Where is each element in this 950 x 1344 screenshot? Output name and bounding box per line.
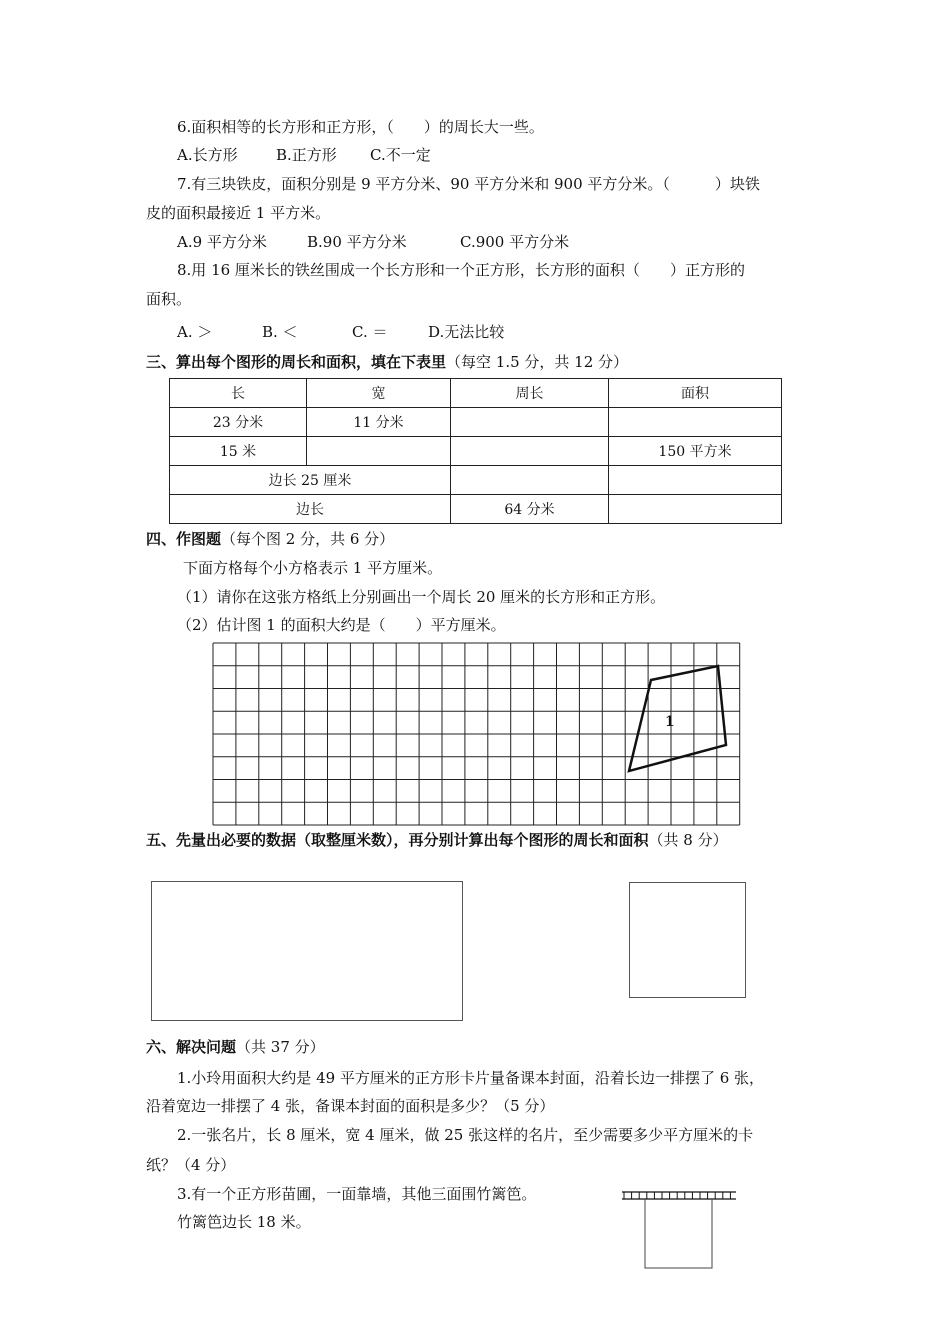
problem-3-line2: 竹篱笆边长 18 米。 [177, 1213, 311, 1231]
table-row [170, 437, 782, 466]
section-5-title: 五、先量出必要的数据（取整厘米数），再分别计算出每个图形的周长和面积 [146, 831, 649, 849]
table-blank-cell[interactable] [609, 466, 782, 495]
table-header-area: 面积 [609, 379, 782, 408]
grid-lines [213, 643, 740, 825]
table-cell: 150 平方米 [609, 437, 782, 466]
section-4-intro: 下面方格每个小方格表示 1 平方厘米。 [183, 559, 443, 577]
table-row [170, 408, 782, 437]
table-blank-cell[interactable] [609, 495, 782, 524]
figure-1-label: 1 [665, 714, 675, 730]
section-4-note: （每个图 2 分，共 6 分） [221, 530, 395, 548]
q7-option-b: B.90 平方分米 [307, 233, 407, 251]
section-3-note: （每空 1.5 分，共 12 分） [446, 353, 629, 371]
q7-option-c: C.900 平方分米 [460, 233, 570, 251]
q7-stem-line2: 皮的面积最接近 1 平方米。 [146, 204, 331, 222]
table-header-length: 长 [170, 379, 307, 408]
section-6-heading [146, 1037, 325, 1057]
section-5-heading [146, 830, 728, 850]
nursery-diagram [618, 1188, 740, 1272]
table-cell: 边长 [170, 495, 451, 524]
section-4-part-1: （1）请你在这张方格纸上分别画出一个周长 20 厘米的长方形和正方形。 [177, 588, 666, 606]
q6-option-c: C.不一定 [370, 146, 431, 164]
section-3-title: 三、算出每个图形的周长和面积，填在下表里 [146, 353, 447, 371]
table-blank-cell[interactable] [451, 466, 609, 495]
q8-option-d: D.无法比较 [428, 323, 505, 341]
bamboo-fence [645, 1199, 712, 1268]
table-blank-cell[interactable] [451, 437, 609, 466]
q7-option-a: A.9 平方分米 [177, 233, 267, 251]
measure-rectangle [151, 881, 463, 1021]
problem-3-line1: 3.有一个正方形苗圃，一面靠墙，其他三面围竹篱笆。 [177, 1185, 537, 1203]
table-header-perimeter: 周长 [451, 379, 609, 408]
section-4-part-2: （2）估计图 1 的面积大约是（ ）平方厘米。 [177, 616, 506, 634]
problem-2-line2: 纸？（4 分） [146, 1156, 236, 1174]
section-3-heading [146, 352, 628, 372]
table-header-width: 宽 [307, 379, 451, 408]
grid-paper[interactable] [210, 640, 745, 830]
q8-option-c: C. ＝ [352, 323, 388, 341]
table-cell: 边长 25 厘米 [170, 466, 451, 495]
perimeter-area-table [169, 378, 782, 524]
q6-stem: 6.面积相等的长方形和正方形，（ ）的周长大一些。 [177, 118, 544, 136]
q8-option-a: A. ＞ [177, 323, 213, 341]
section-6-title: 六、解决问题 [146, 1038, 237, 1056]
table-blank-cell[interactable] [307, 437, 451, 466]
problem-1-line1: 1.小玲用面积大约是 49 平方厘米的正方形卡片量备课本封面，沿着长边一排摆了 6 张， [177, 1069, 765, 1087]
table-row [170, 466, 782, 495]
table-cell: 64 分米 [451, 495, 609, 524]
q7-stem-line1: 7.有三块铁皮，面积分别是 9 平方分米、90 平方分米和 900 平方分米。（ ）块铁 [177, 175, 760, 193]
problem-1-line2: 沿着宽边一排摆了 4 张，备课本封面的面积是多少？（5 分） [146, 1097, 555, 1115]
q6-option-b: B.正方形 [276, 146, 337, 164]
table-cell: 11 分米 [307, 408, 451, 437]
table-blank-cell[interactable] [451, 408, 609, 437]
section-6-note: （共 37 分） [236, 1038, 325, 1056]
table-header-row [170, 379, 782, 408]
wall [622, 1192, 736, 1199]
problem-2-line1: 2.一张名片，长 8 厘米，宽 4 厘米，做 25 张这样的名片，至少需要多少平方厘米的卡 [177, 1126, 754, 1144]
q8-stem-line1: 8.用 16 厘米长的铁丝围成一个长方形和一个正方形，长方形的面积（ ）正方形的 [177, 261, 745, 279]
table-cell: 23 分米 [170, 408, 307, 437]
section-5-note: （共 8 分） [648, 831, 728, 849]
measure-square [629, 882, 746, 998]
q8-stem-line2: 面积。 [146, 290, 192, 308]
q8-option-b: B. ＜ [262, 323, 298, 341]
table-blank-cell[interactable] [609, 408, 782, 437]
table-cell: 15 米 [170, 437, 307, 466]
section-4-title: 四、作图题 [146, 530, 222, 548]
figure-1-quadrilateral [629, 666, 726, 771]
q6-option-a: A.长方形 [177, 146, 238, 164]
table-row [170, 495, 782, 524]
section-4-heading [146, 529, 394, 549]
